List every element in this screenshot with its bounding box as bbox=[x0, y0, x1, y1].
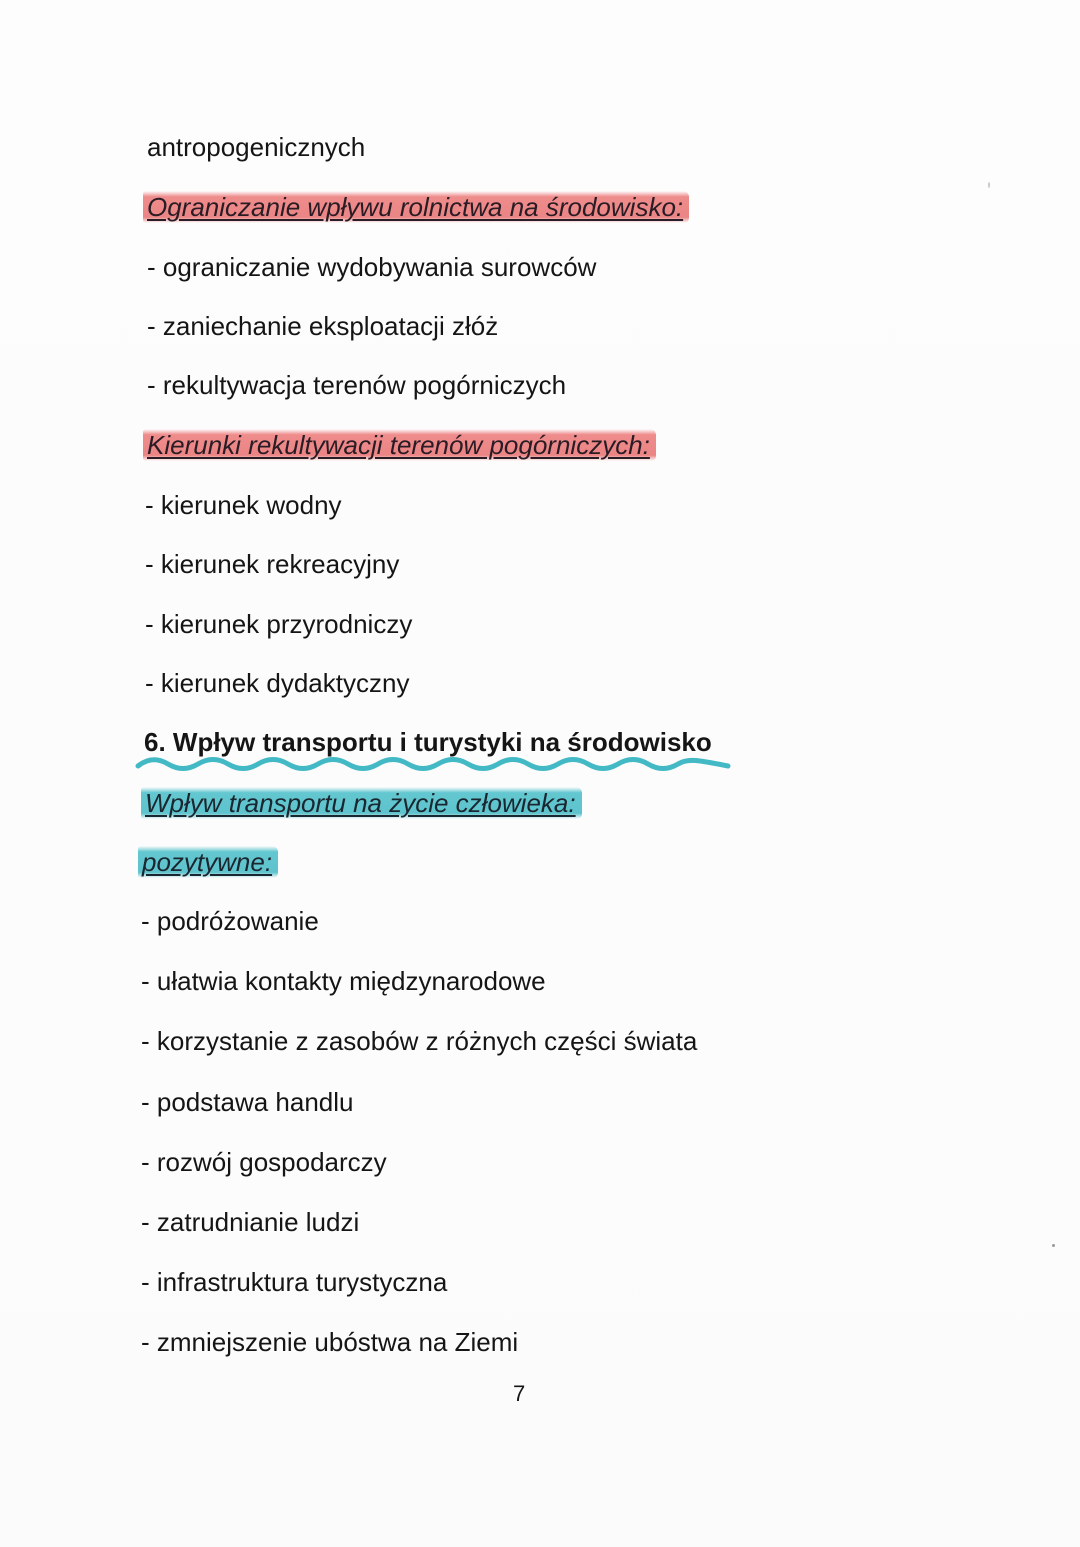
chapter-heading: 6. Wpływ transportu i turystyki na środowisko bbox=[144, 727, 712, 757]
list-item: - podróżowanie bbox=[141, 906, 319, 936]
list-item: - kierunek przyrodniczy bbox=[145, 609, 413, 639]
subsection-heading-positive: pozytywne: bbox=[138, 846, 278, 878]
list-item: - rekultywacja terenów pogórniczych bbox=[147, 370, 567, 400]
section-heading-transport-impact: Wpływ transportu na życie człowieka: bbox=[141, 787, 582, 819]
list-item: - ograniczanie wydobywania surowców bbox=[147, 252, 597, 282]
section-heading-reclamation-directions: Kierunki rekultywacji terenów pogórniczych: bbox=[143, 429, 656, 461]
list-item: - kierunek wodny bbox=[145, 490, 342, 520]
list-item: - korzystanie z zasobów z różnych części świata bbox=[141, 1026, 698, 1056]
scan-speck bbox=[1052, 1244, 1055, 1247]
wavy-underline bbox=[134, 752, 734, 776]
scan-speck bbox=[988, 182, 990, 188]
list-item: - kierunek dydaktyczny bbox=[145, 668, 410, 698]
list-item: - rozwój gospodarczy bbox=[141, 1147, 387, 1177]
list-item: - ułatwia kontakty międzynarodowe bbox=[141, 966, 546, 996]
text-line: antropogenicznych bbox=[147, 132, 366, 162]
list-item: - zaniechanie eksploatacji złóż bbox=[147, 311, 499, 341]
list-item: - podstawa handlu bbox=[141, 1087, 354, 1117]
list-item: - kierunek rekreacyjny bbox=[145, 549, 400, 579]
page-number: 7 bbox=[513, 1381, 526, 1406]
section-heading-agriculture-impact: Ograniczanie wpływu rolnictwa na środowisko: bbox=[143, 191, 689, 223]
list-item: - zmniejszenie ubóstwa na Ziemi bbox=[141, 1327, 519, 1357]
list-item: - infrastruktura turystyczna bbox=[141, 1267, 448, 1297]
list-item: - zatrudnianie ludzi bbox=[141, 1207, 360, 1237]
